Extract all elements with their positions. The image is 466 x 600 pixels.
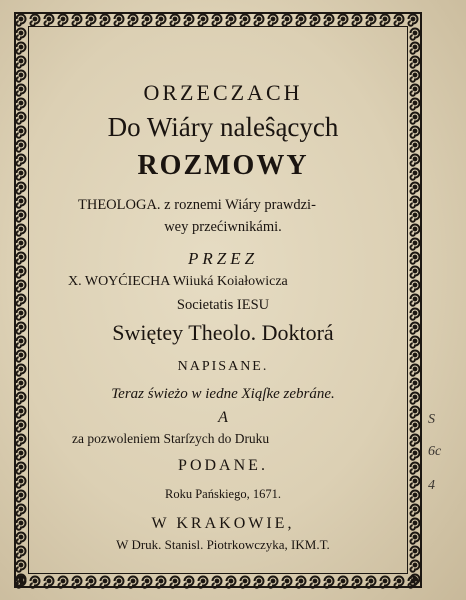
title-line-4: THEOLOGA. z roznemi Wiáry prawdzi- [78, 197, 316, 213]
written-line: NAPISANE. [177, 359, 269, 374]
city-line: W KRAKOWIE, [151, 515, 295, 532]
degree-line: Swiętey Theolo. Doktorá [112, 320, 334, 345]
given-line: PODANE. [178, 457, 268, 474]
year-line: Roku Pańskiego, 1671. [165, 487, 281, 501]
margin-note-2: 6c [428, 444, 442, 459]
society-line: Societatis IESU [176, 297, 270, 313]
title-line-2: Do Wiáry naleŝących [107, 112, 339, 142]
printer-line: W Druk. Stanisl. Piotrkowczyka, IKM.T. [116, 537, 330, 552]
title-line-1: ORZECZACH [143, 80, 303, 105]
title-text [64, 70, 382, 552]
permission-line: za pozwoleniem Starſzych do Druku [72, 431, 270, 446]
margin-note-1: S [428, 412, 435, 427]
margin-note-3: 4 [428, 478, 435, 493]
a-line: A [218, 409, 228, 426]
collected-line: Teraz świeżo w iedne Xiąſke zebráne. [111, 386, 335, 402]
title-line-6: PRZEZ [187, 249, 259, 268]
title-line-5: wey przećiwnikámi. [164, 219, 282, 235]
author-line: X. WOYĆIECHA Wiiuká Koiałowicza [68, 274, 288, 289]
title-line-3: ROZMOWY [137, 150, 309, 181]
